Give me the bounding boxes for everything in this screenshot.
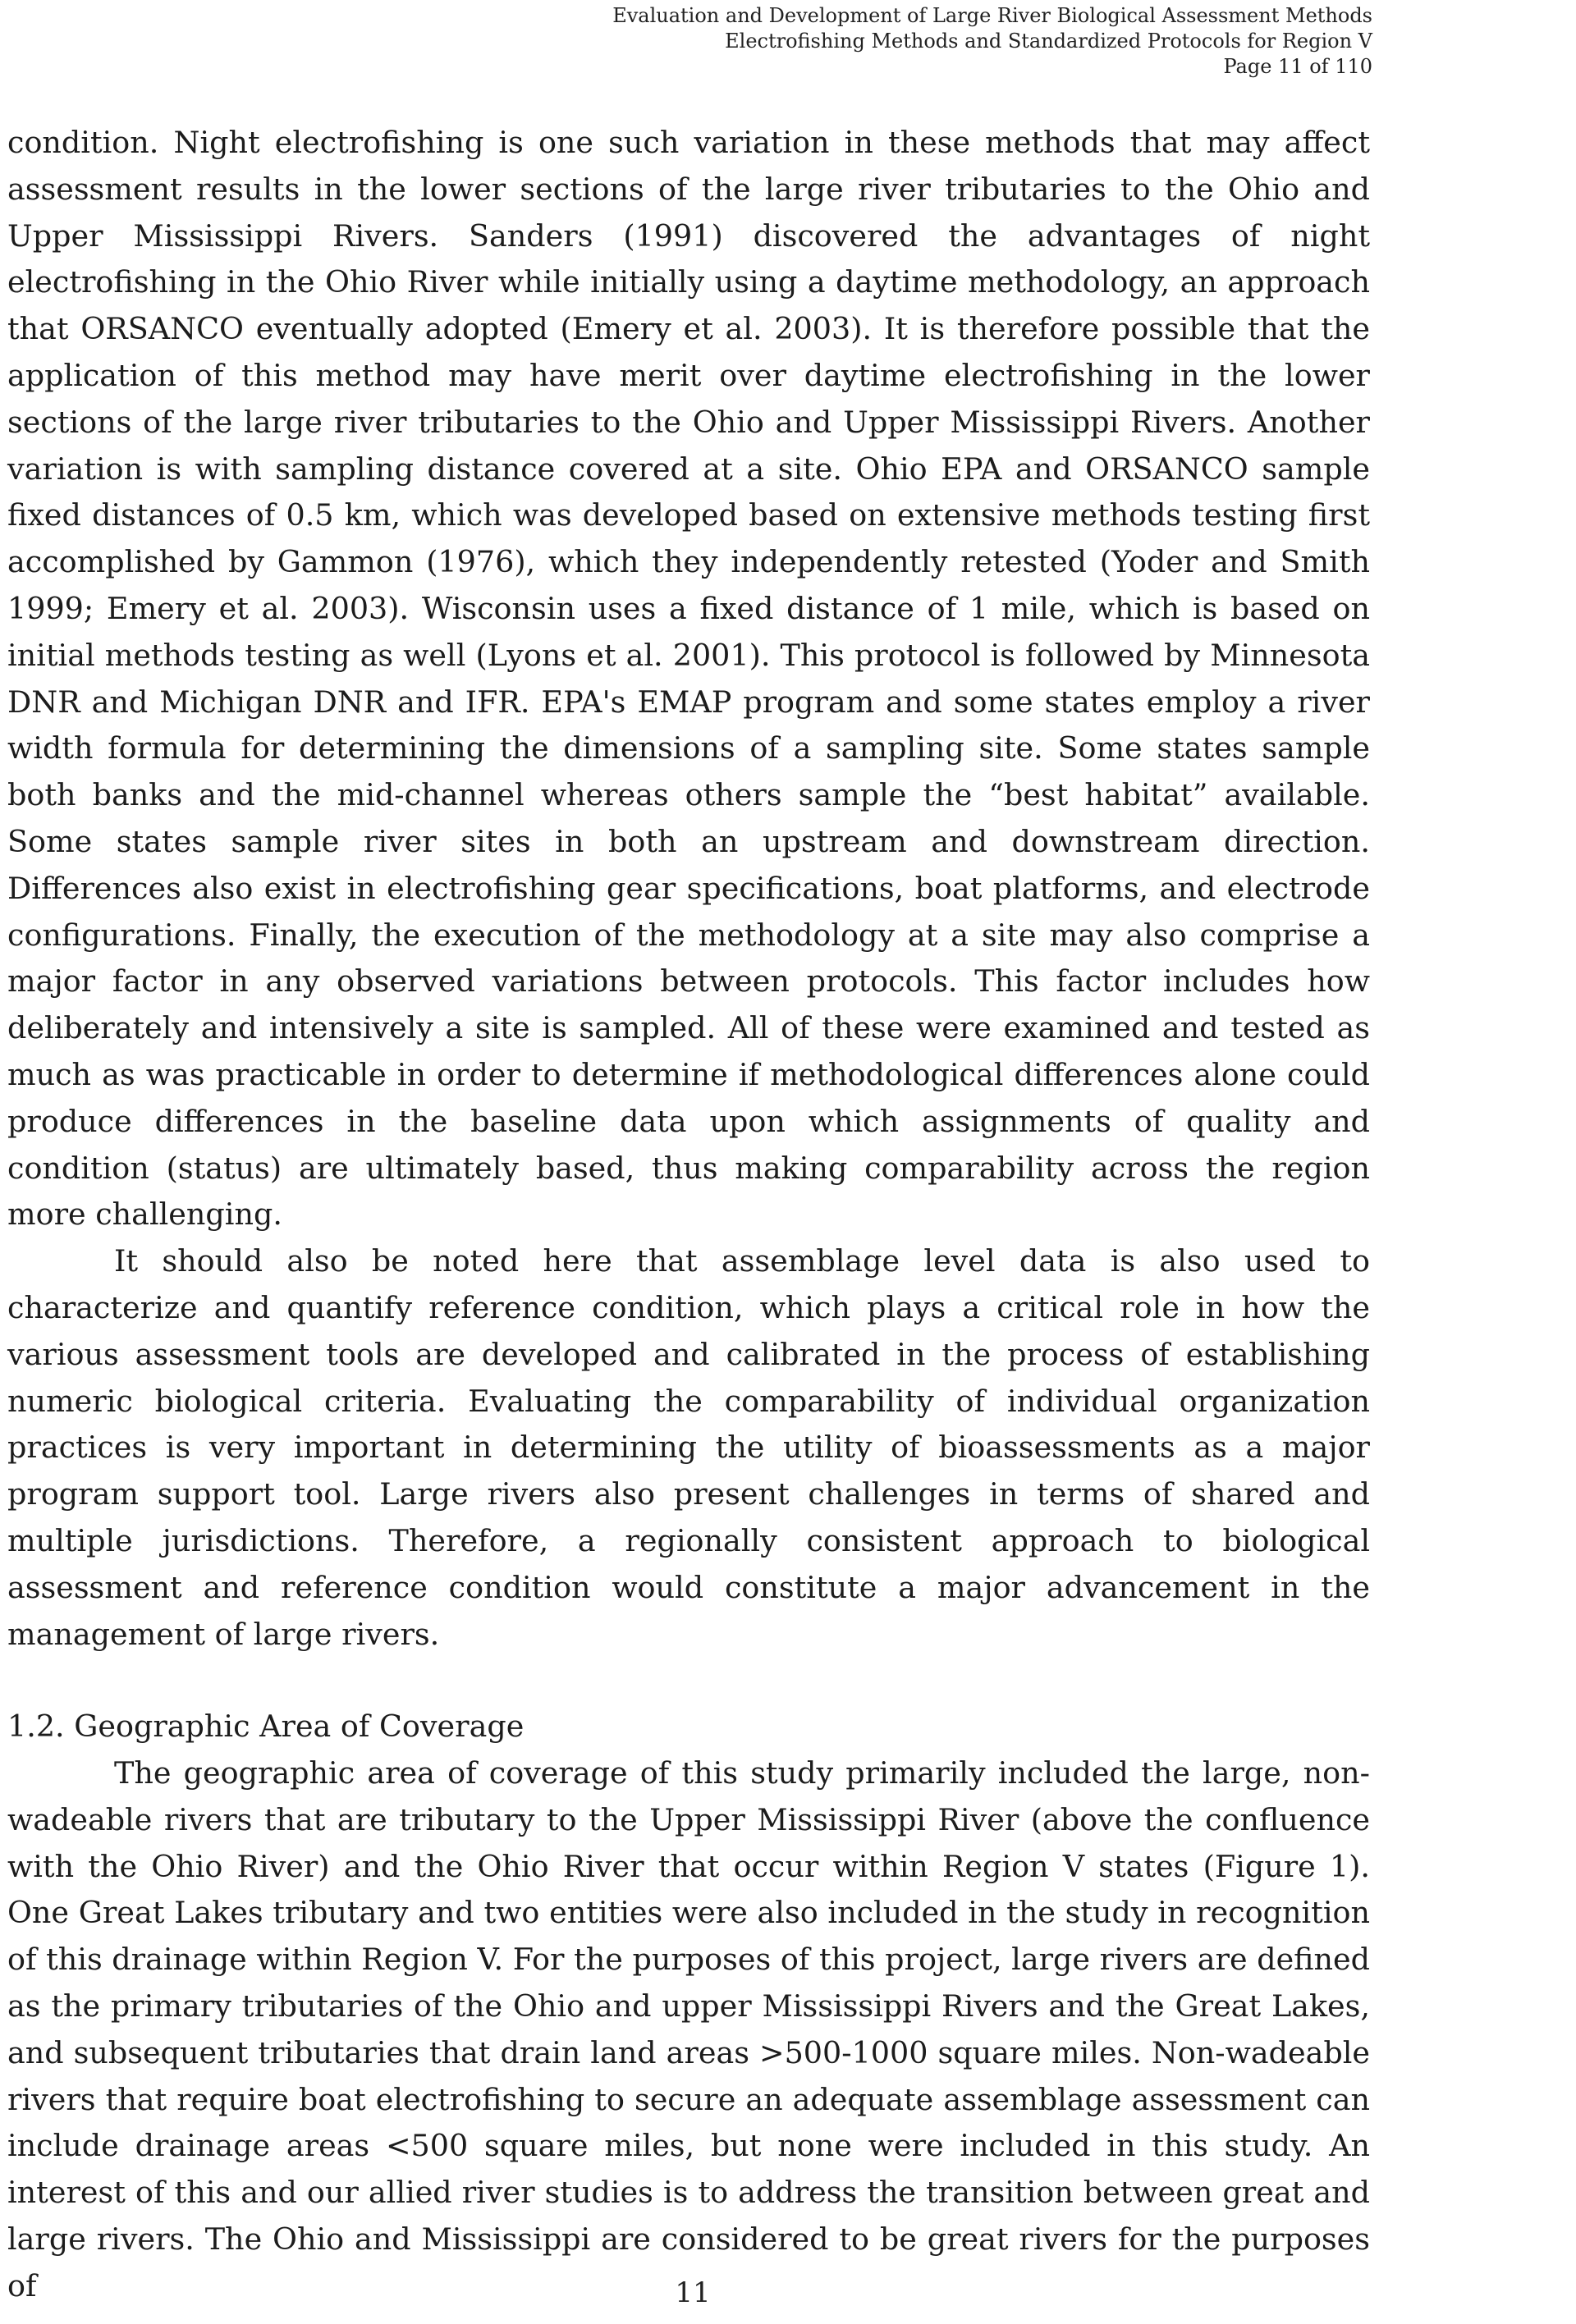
paragraph-geographic-coverage: The geographic area of coverage of this study primarily included the large, non-wadeable rivers that are tributary to the Upper Mississippi River (above the confluence with the Ohio River) and the Ohio River that occur within Region V states (Figure 1). One Great Lakes tributary and two entities were also included in the study in recognition of this drainage within Region V. For the purposes of this project, large rivers are defined as the primary tributaries of the Ohio and upper Mississippi Rivers and the Great Lakes, and subsequent tributaries that drain land areas >500-1000 square miles. Non-wadeable rivers that require boat electrofishing to secure an adequate assemblage assessment can include drainage areas <500 square miles, but none were included in this study. An interest of this and our allied river studies is to address the transition between great and large rivers. The Ohio and Mississippi are considered to be great rivers for the purposes of <box>7 1755 1370 2303</box>
header-report-subtitle: Electrofishing Methods and Standardized Protocols for Region V <box>725 30 1372 53</box>
page-number: 11 <box>675 2276 711 2309</box>
body-text <box>7 120 1370 2310</box>
section-heading: 1.2. Geographic Area of Coverage <box>7 1709 525 1745</box>
running-header <box>612 3 1372 80</box>
paragraph-continued: condition. Night electrofishing is one such variation in these methods that may affect assessment results in the lower sections of the large river tributaries to the Ohio and Upper Mississippi Rivers. Sanders (1991) discovered the advantages of night electrofishing in the Ohio River while initially using a daytime methodology, an approach that ORSANCO eventually adopted (Emery et al. 2003). It is therefore possible that the application of this method may have merit over daytime electrofishing in the lower sections of the large river tributaries to the Ohio and Upper Mississippi Rivers. Another variation is with sampling distance covered at a site. Ohio EPA and ORSANCO sample fixed distances of 0.5 km, which was developed based on extensive methods testing first accomplished by Gammon (1976), which they independently retested (Yoder and Smith 1999; Emery et al. 2003). Wisconsin uses a fixed distance of 1 mile, which is based on initial methods testing as well (Lyons et al. 2001). This protocol is followed by Minnesota DNR and Michigan DNR and IFR. EPA's EMAP program and some states employ a river width formula for determining the dimensions of a sampling site. Some states sample both banks and the mid-channel whereas others sample the “best habitat” available. Some states sample river sites in both an upstream and downstream direction. Differences also exist in electrofishing gear specifications, boat platforms, and electrode configurations. Finally, the execution of the methodology at a site may also comprise a major factor in any observed variations between protocols. This factor includes how deliberately and intensively a site is sampled. All of these were examined and tested as much as was practicable in order to determine if methodological differences alone could produce differences in the baseline data upon which assignments of quality and condition (status) are ultimately based, thus making comparability across the region more challenging. <box>7 125 1370 1233</box>
paragraph-reference-condition: It should also be noted here that assemblage level data is also used to characterize and quantify reference condition, which plays a critical role in how the various assessment tools are developed and calibrated in the process of establishing numeric biological criteria. Evaluating the comparability of individual organization practices is very important in determining the utility of bioassessments as a major program support tool. Large rivers also present challenges in terms of shared and multiple jurisdictions. Therefore, a regionally consistent approach to biological assessment and reference condition would constitute a major advancement in the management of large rivers. <box>7 1243 1370 1652</box>
header-page-count: Page 11 of 110 <box>1223 55 1372 78</box>
header-report-title: Evaluation and Development of Large River Biological Assessment Methods <box>612 4 1372 27</box>
